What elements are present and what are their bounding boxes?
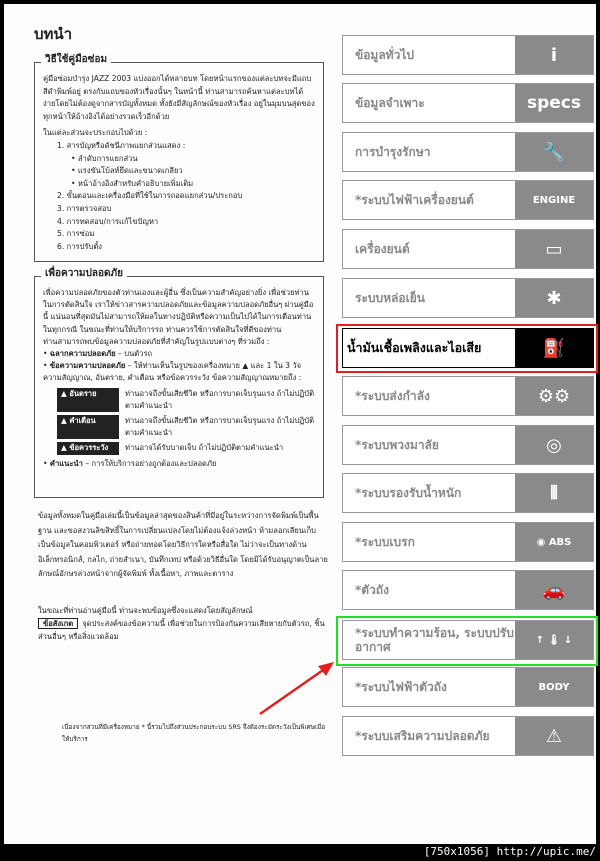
safety-bullet: • ข้อความความปลอดภัย – ให้ท่านเห็นในรูปของเครื่องหมาย ▲ และ 1 ใน 3 วัจความสัญญาณ, อันตราย, คำเตือน หรือข้อควรระวัง ข้อความสัญญาณหมายถึง : xyxy=(43,361,302,383)
howto-item: 5. การซ่อม xyxy=(57,229,95,239)
airbag-icon: ⚠ xyxy=(515,717,593,755)
tab-label: *ตัวถัง xyxy=(355,583,389,597)
battery-body-icon: BODY xyxy=(515,668,593,706)
engine-icon: ▭ xyxy=(515,230,593,268)
safety-section xyxy=(34,268,324,498)
howto-subitem: • หน้าอ้างอิงสำหรับคำอธิบายเพิ่มเติม xyxy=(71,178,194,188)
tab-label: *ระบบส่งกำลัง xyxy=(355,389,430,403)
howto-lead: ในแต่ละส่วนจะประกอบไปด้วย : xyxy=(43,128,148,138)
howto-subitem: • ลำดับการแยกส่วน xyxy=(71,153,138,163)
safety-lead: ท่านสามารถพบข้อมูลความปลอดภัยที่สำคัญในรูปแบบต่างๆ ที่รวมถึง : xyxy=(43,336,270,346)
car-body-icon: 🚗 xyxy=(515,571,593,609)
safety-intro: เพื่อความปลอดภัยของตัวท่านเองและผู้อื่น ซึ่งเป็นความสำคัญอย่างยิ่ง เพื่อช่วยท่านในการตัดสินใจ เราให้ข่าวสารความปลอดภัยและข้อมูลความปลอดภัยอื่นๆ ผ่านคู่มือนี้ แน่นอนที่สุดมันไม่สามารถให้ผลในทางปฏิบัติหรือความเป็นไปได้ในการเตือนท่านในทุกกรณี ในขณะที่ท่านให้บริการรถ ท่านควรใช้การตัดสินใจที่ดีของท่าน xyxy=(43,288,314,334)
tab-gears[interactable] xyxy=(342,376,594,416)
wrench-fist-icon: 🔧 xyxy=(515,133,593,171)
howto-item: 1. สารบัญหรือดัชนีภาพแยกส่วนแสดง : xyxy=(57,140,186,150)
tab-highlight-green xyxy=(336,616,598,666)
red-arrow-icon xyxy=(254,654,344,718)
tab-label: *ระบบเบรก xyxy=(355,535,415,549)
brake-abs-icon: ◉ ABS xyxy=(515,523,593,561)
signal-caution: ▲ ข้อควรระวัง ท่านอาจได้รับบาดเจ็บ ถ้าไม่ปฏิบัติตามคำแนะนำ xyxy=(57,442,315,454)
howto-section xyxy=(34,54,324,262)
tab-airbag[interactable] xyxy=(342,716,594,756)
fan-icon: ✱ xyxy=(515,279,593,317)
caution-label: ▲ ข้อควรระวัง xyxy=(57,442,119,454)
tab-battery-engine[interactable] xyxy=(342,180,594,220)
tab-battery-body[interactable] xyxy=(342,667,594,707)
tab-label: *ระบบไฟฟ้าเครื่องยนต์ xyxy=(355,193,474,207)
tab-label: *ระบบไฟฟ้าตัวถัง xyxy=(355,680,447,694)
safety-bullet: • ฉลากความปลอดภัย – บนตัวรถ xyxy=(43,349,153,359)
tab-specs[interactable] xyxy=(342,83,594,123)
tab-fan[interactable] xyxy=(342,278,594,318)
tab-label: ข้อมูลจำเพาะ xyxy=(355,96,425,110)
tab-brake-abs[interactable] xyxy=(342,522,594,562)
howto-heading: วิธีใช้คู่มือซ่อม xyxy=(41,54,111,67)
suspension-icon: ⫴ xyxy=(515,474,593,512)
tab-label: การบำรุงรักษา xyxy=(355,145,431,159)
howto-item: 2. ขั้นตอนและเครื่องมือที่ใช้ในการถอดแยกส่วน/ประกอบ xyxy=(57,191,243,201)
howto-subitem: • แรงขันโบ้ลท์ยึดและขนาดเกลียว xyxy=(71,166,183,176)
manual-page xyxy=(4,4,596,844)
danger-label: ▲ อันตราย xyxy=(57,388,119,412)
safety-bullet: • คำแนะนำ – การให้บริการอย่างถูกต้องและปลอดภัย xyxy=(43,458,217,468)
tab-label: ระบบหล่อเย็น xyxy=(355,291,425,305)
tab-label: *ระบบเสริมความปลอดภัย xyxy=(355,729,490,743)
tab-suspension[interactable] xyxy=(342,473,594,513)
battery-engine-icon: ENGINE xyxy=(515,181,593,219)
page-title: บทนำ xyxy=(34,25,73,43)
tab-engine[interactable] xyxy=(342,229,594,269)
active-tab-highlight xyxy=(336,324,598,373)
tab-steering-wheel[interactable] xyxy=(342,425,594,465)
gears-icon: ⚙⚙ xyxy=(515,377,593,415)
tab-label: น้ำมันเชื้อเพลิงและไอเสีย xyxy=(347,340,482,355)
howto-item: 6. การปรับตั้ง xyxy=(57,241,102,251)
howto-item: 3. การตรวจสอบ xyxy=(57,203,112,213)
fuel-nozzle-icon: ⛽ xyxy=(515,329,593,367)
tab-label: *ระบบทำความร้อน, ระบบปรับอากาศ xyxy=(355,626,514,654)
footnote: เนื่องจากส่วนที่มีเครื่องหมาย * นี้รวมไปถึงส่วนประกอบระบบ SRS จึงต้องระมัดระวังเป็นพิเศษเมื่อให้บริการ xyxy=(62,723,326,743)
info-icon: i xyxy=(515,36,593,74)
specs-icon: specs xyxy=(515,84,593,122)
tab-label: ข้อมูลทั่วไป xyxy=(355,48,414,62)
tab-wrench-fist[interactable] xyxy=(342,132,594,172)
steering-wheel-icon: ◎ xyxy=(515,426,593,464)
signal-danger: ▲ อันตราย ท่านอาจถึงขั้นเสียชีวิต หรือการบาดเจ็บรุนแรง ถ้าไม่ปฏิบัติตามคำแนะนำ xyxy=(57,388,315,412)
howto-item: 4. การทดสอบ/การแก้ไขปัญหา xyxy=(57,216,159,226)
tab-car-body[interactable] xyxy=(342,570,594,610)
safety-heading: เพื่อความปลอดภัย xyxy=(41,268,127,280)
copyright-text: ข้อมูลทั้งหมดในคู่มือเล่มนี้เป็นข้อมูลล่าสุดของสินค้าที่มีอยู่ในระหว่างการจัดพิมพ์เป็นพื้นฐาน และขอสงวนลิขสิทธิ์ในการเปลี่ยนแปลงโดยไม่ต้องแจ้งล่วงหน้า ห้ามลอกเลียนเก็บเป็นข้อมูลในคอมพิวเตอร์ หรือถ่ายทอดโดยวิธีการใดหรือสื่อใด ไม่ว่าจะเป็นทางด้านอิเล็กทรอนิกส์, กลไก, ถ่ายสำเนา, บันทึกเทป หรือด้วยวิธีอื่นใด โดยมิได้รับอนุญาตเป็นลายลักษณ์อักษรล่วงหน้าจากผู้จัดพิมพ์ ทั้งเนื้อหา, ภาพและตาราง xyxy=(38,511,328,578)
tab-label: เครื่องยนต์ xyxy=(355,242,410,256)
thermometer-icon: ↑ 🌡 ↓ xyxy=(515,621,593,659)
image-caption: [750x1056] http://upic.me/ xyxy=(423,845,596,858)
notice-text: ในขณะที่ท่านอ่านคู่มือนี้ ท่านจะพบข้อมูลซึ่งจะแสดงโดยสัญลักษณ์ ข้อสังเกต จุดประสงค์ของข้อความนี้ เพื่อช่วยในการป้องกันความเสียหายกับตัวรถ, ชิ้นส่วนอื่นๆ หรือสิ่งแวดล้อม xyxy=(38,606,325,641)
signal-warning: ▲ คำเตือน ท่านอาจถึงขั้นเสียชีวิต หรือการบาดเจ็บรุนแรง ถ้าไม่ปฏิบัติตามคำแนะนำ xyxy=(57,415,315,439)
howto-intro: คู่มือซ่อมบำรุง JAZZ 2003 แบ่งออกได้หลายบท โดยหน้าแรกของแต่ละบทจะมีแถบสีดำพิมพ์อยู่ ตรงกับแถบของหัวเรื่องนั้นๆ ในหน้านี้ ท่านสามารถค้นหาแต่ละบทได้ง่ายโดยไม่ต้องดูจากสารบัญทั้งหมด ทั้งยังมีสัญลักษณ์ของหัวเรื่อง อยู่ในมุมบนสุดของทุกหน้าให้อ้างอิงได้อย่างรวดเร็วอีกด้วย xyxy=(43,74,315,121)
tab-label: *ระบบพวงมาลัย xyxy=(355,438,439,452)
warning-label: ▲ คำเตือน xyxy=(57,415,119,439)
notice-tag: ข้อสังเกต xyxy=(38,618,78,629)
tab-info[interactable] xyxy=(342,35,594,75)
tab-label: *ระบบรองรับน้ำหนัก xyxy=(355,486,462,500)
